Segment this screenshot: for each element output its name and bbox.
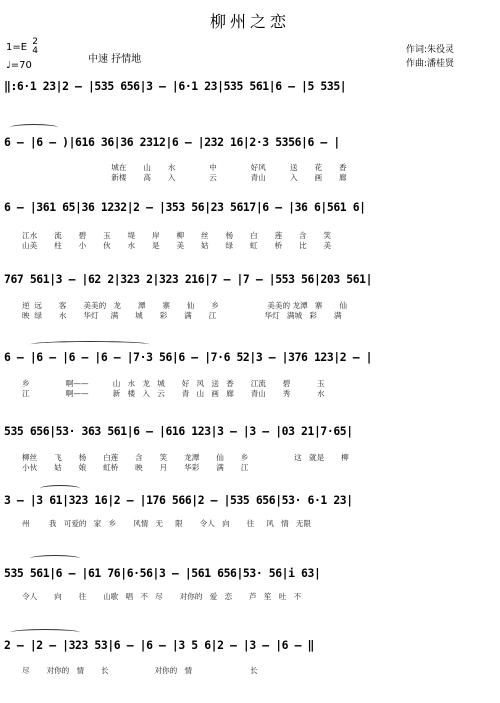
lyrics-line-6b: 小伙 姑 娘 虹桥 映 月 华彩 满 江 [22, 463, 249, 472]
composer-credit: 作曲:潘桂贤 [406, 59, 455, 69]
lyrics-line-3a: 江水 流 碧 玉 堤 岸 柳 丝 杨 白 莲 含 笑 [22, 231, 332, 240]
lyrics-line-5a: 乡 啊—— 山 水 龙 城 好 风 送 香 江流 碧 玉 [22, 379, 325, 388]
notation-line-1: ‖:6·1 23|2 – |535 656|3 – |6·1 23|535 561|6 – |5 535| [4, 79, 347, 93]
lyrics-line-7a: 州 我 可爱的 家 乡 风情 无 限 令人 向 往 风 情 无限 [22, 519, 312, 528]
key-label: 1=E [6, 42, 28, 53]
lyrics-line-6a: 柳丝 飞 杨 白莲 含 笑 龙潭 仙 乡 这 就是 柳 [22, 453, 349, 462]
slur [30, 341, 150, 348]
lyrics-line-5b: 江 啊—— 新 楼 入 云 青 山 画 廊 青山 秀 水 [22, 389, 325, 398]
notation-line-4: 767 561|3 – |62 2|323 2|323 216|7 – |7 – |553 56|203 561| [4, 272, 373, 286]
notation-line-7: 3 – |3 61|323 16|2 – |176 566|2 – |535 656|53· 6·1 23| [4, 493, 353, 507]
notation-line-2: 6 – |6 – )|616 36|36 2312|6 – |232 16|2·3 5356|6 – | [4, 135, 340, 149]
lyricist-credit: 作词:朱役灵 [406, 45, 455, 55]
tempo-marking: 中速 抒情地 [88, 54, 142, 65]
slur [10, 629, 80, 636]
metronome-mark: ♩=70 [6, 60, 32, 71]
song-title: 柳州之恋 [209, 12, 290, 31]
time-signature [32, 38, 38, 56]
lyrics-line-9a: 尽 对你的 情 长 对你的 情 长 [22, 666, 258, 675]
lyrics-line-4a: 逆 远 客 美美的 龙 潭 寨 仙 乡 美美的 龙潭 寨 仙 [22, 301, 347, 310]
slur [40, 485, 80, 492]
time-top: 2 [32, 37, 38, 47]
key-signature [6, 38, 38, 56]
notation-line-5: 6 – |6 – |6 – |6 – |7·3 56|6 – |7·6 52|3 – |376 123|2 – | [4, 350, 373, 364]
time-bottom: 4 [32, 46, 38, 56]
notation-line-6: 535 656|53· 363 561|6 – |616 123|3 – |3 – |03 21|7·65| [4, 424, 353, 438]
slur [10, 124, 58, 131]
lyrics-line-3b: 山美 柱 小 伙 水 是 美 姑 绿 虹 桥 比 美 [22, 241, 332, 250]
lyrics-line-2a: 城在 山 水 中 好风 送 花 香 [22, 163, 347, 172]
notation-line-9: 2 – |2 – |323 53|6 – |6 – |3 5 6|2 – |3 – |6 – ‖ [4, 638, 314, 652]
lyrics-line-2b: 新楼 高 入 云 青山 入 画 廊 [22, 173, 347, 182]
slur [30, 555, 80, 562]
notation-line-3: 6 – |361 65|36 1232|2 – |353 56|23 5617|6 – |36 6|561 6| [4, 200, 366, 214]
notation-line-8: 535 561|6 – |61 76|6·56|3 – |561 656|53· 56|i 63| [4, 566, 321, 580]
lyrics-line-8a: 令人 向 往 山歌 唱 不 尽 对你的 爱 恋 芦 笙 吐 不 [22, 592, 302, 601]
lyrics-line-4b: 映 绿 水 华灯 满 城 彩 满 江 华灯 满城 彩 满 [22, 311, 342, 320]
